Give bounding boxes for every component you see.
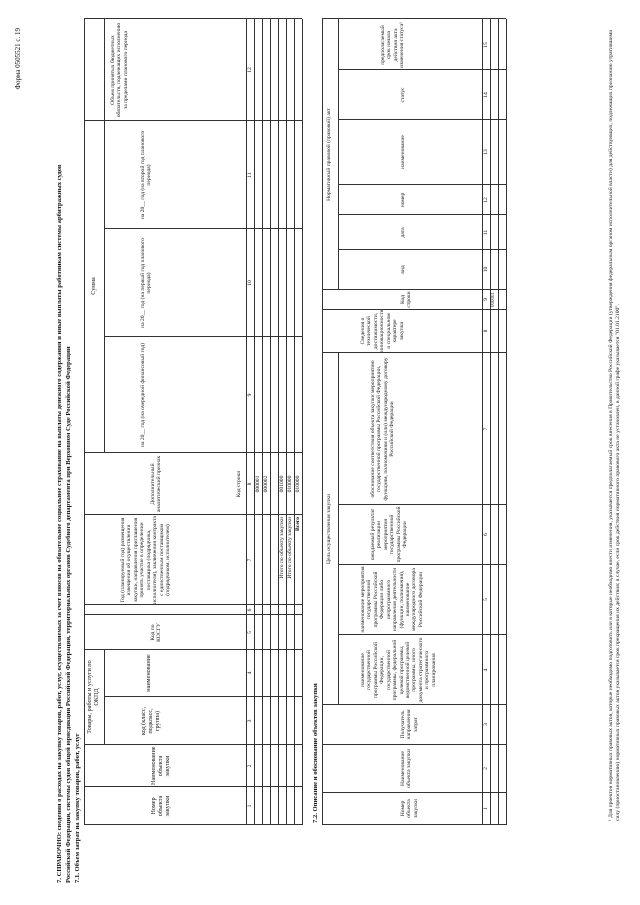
col-sum-first: на 20__ год (на первый год планового периода) [140, 238, 153, 328]
col2num-12: 12 [483, 197, 489, 203]
col2num-9: 9 [483, 298, 489, 301]
col2-act-date: дата [400, 227, 406, 238]
col2-expected-result: ожидаемый результат реализации мероприятия государственной программы Российской Федерации [370, 506, 409, 563]
heading-line-3: 7.1. Объем затрат на закупку товаров, работ, услуг [74, 733, 81, 883]
col-year-plan: Год (планируемый год) размещения извещения об осуществлении закупки, направления приглашения принять участие в определении поставщика (подрядчика, исполнителя), заключения контракта с единственным поставщиком (подрядчиком, исполнителем) [120, 516, 171, 604]
col2num-13: 13 [483, 149, 489, 155]
grand-total-code: 010000 [295, 475, 301, 493]
line-code-2: 000002 [263, 475, 269, 493]
col2-event-name: наименование мероприятия государственной программы Российской Федерации либо непрограммного направления деятельности (функции, полномочия), наименование международного договора Российской Федерации [360, 566, 424, 633]
col2num-1: 1 [483, 807, 489, 810]
colnum-7: 7 [247, 558, 253, 562]
col2num-8: 8 [483, 329, 489, 333]
grand-total-label: Всего [295, 517, 301, 531]
colnum-5: 5 [247, 631, 253, 634]
col2-tech-info: Сведения о технической достижимости, инновационности и специальном характере закупки [360, 309, 405, 352]
colnum-4: 4 [247, 671, 253, 675]
col-sum-current: на 20__ год (на очередной финансовый год) [140, 342, 146, 448]
footnote: ¹ Для проектов нормативных правовых актов, которые необходимо подготовить или в которые необходимо внести изменения, указывается предполагаемый срок внесения в Правительство Российской Федерации (утверждения федеральным органом исполнительной власти) для действующих, подлежащих признанию утратившими силу (приостановлению) нормативных правовых актов указывается срок прекращения их действия; в случае, если срок действия нормативного правового акта не установлен, в данной графе указывается "01.01.2100". [608, 29, 621, 821]
colnum-2: 2 [247, 764, 253, 768]
col2-justification: обоснование соответствия объекта закупки мероприятию государственной программы Российской Федерации, функциям, полномочиям и (или) международному договору Российской Федерации [370, 357, 396, 501]
col2num-15: 15 [483, 42, 489, 48]
col-sum-second: на 20__ год (на второй год планового периода) [140, 130, 153, 220]
col2num-11: 11 [483, 229, 489, 236]
col-goods-name: наименование [145, 654, 152, 692]
col2num-6: 6 [483, 533, 489, 536]
heading-line-2: Российской Федерации, системы судов общей юрисдикции Российской Федерации, территориальных органов Судебного департамента при Верховном Суде Российской Федерации [65, 346, 72, 883]
total-row-label-2: Итого по объекту закупки [287, 517, 293, 579]
form-reference: Форма 0505521 с. 19 [14, 28, 22, 90]
col2-need-recipient: Получатель направления затрат [400, 709, 419, 740]
colnum-1: 1 [247, 804, 253, 808]
col-goods-code: код (класс, подкласс, группа) [140, 706, 162, 736]
col2-act-group: Нормативный правовой (правовой) акт [326, 108, 332, 201]
col2-act-name: наименование [400, 135, 406, 169]
col2num-5: 5 [483, 598, 489, 601]
colnum-3: 3 [247, 719, 253, 723]
col2-program-name: наименование государственной программы Российской Федерации, государственной программы, федеральной целевой программы, ведомственной целевой программы, иного документа стратегического и программного планирования [360, 637, 437, 703]
col-object-number: Номер объекта закупки [150, 795, 172, 817]
col2-object-name: Наименование объекта закупки [400, 749, 413, 788]
col2-goal-group: Цель осуществления закупки [326, 494, 332, 564]
colnum-9: 9 [247, 393, 253, 397]
colnum-8: 8 [247, 482, 253, 486]
col-commitments: Объем принятых бюджетных обязательств, подлежащих исполнению за пределами планового периода [110, 22, 129, 118]
col2-act-status: статус [400, 87, 406, 103]
col2num-10: 10 [483, 266, 489, 273]
col2-object-number: Номер объекта закупки [400, 799, 419, 818]
col-extra-sign: Дополнительный аналитический признак [150, 455, 163, 513]
colnum-6: 6 [247, 608, 253, 612]
col2num-2: 2 [483, 767, 489, 770]
col-line-code: Код строки [236, 470, 242, 498]
col-goods-group: Товары, работы и услуги по ОКПД [86, 660, 101, 734]
total-row-code-2: 010000 [287, 475, 293, 493]
colnum-10: 10 [247, 280, 253, 286]
heading-line-1: 7. СПРАВОЧНО: сведения о расходах на закупку товаров, работ, услуг, осуществляемых за счет взносов на обязательное социальное страхование на выплаты денежного содержания и иные выплаты работникам системы арбитражных судов [56, 164, 63, 883]
col2-line-code: Код строки [400, 291, 413, 308]
colnum-11: 11 [247, 172, 253, 178]
section-7-2-title: 7.2. Описание и обоснование объектов закупки [312, 683, 319, 823]
col2-act-type: вид [400, 265, 406, 274]
col2num-7: 7 [483, 427, 489, 431]
col-sum-group: Сумма [90, 277, 97, 295]
col2-act-number: номер [400, 192, 406, 208]
col2num-3: 3 [483, 723, 489, 726]
total-row-label-1: Итого по объекту закупки [279, 517, 285, 579]
col2num-14: 14 [483, 92, 489, 98]
col-kosgu: Код по КОСГУ [150, 623, 163, 642]
colnum-12: 12 [247, 67, 253, 73]
col2-act-validity: предполагаемый срок начала действия акта изменения статуса¹ [380, 22, 406, 68]
line2-code: 000001 [491, 292, 496, 307]
line-code-1: 000001 [255, 475, 261, 493]
col2num-4: 4 [483, 668, 489, 672]
col-object-name: Наименование объекта закупки [150, 746, 172, 785]
total-row-code-1: 001000 [279, 475, 285, 493]
